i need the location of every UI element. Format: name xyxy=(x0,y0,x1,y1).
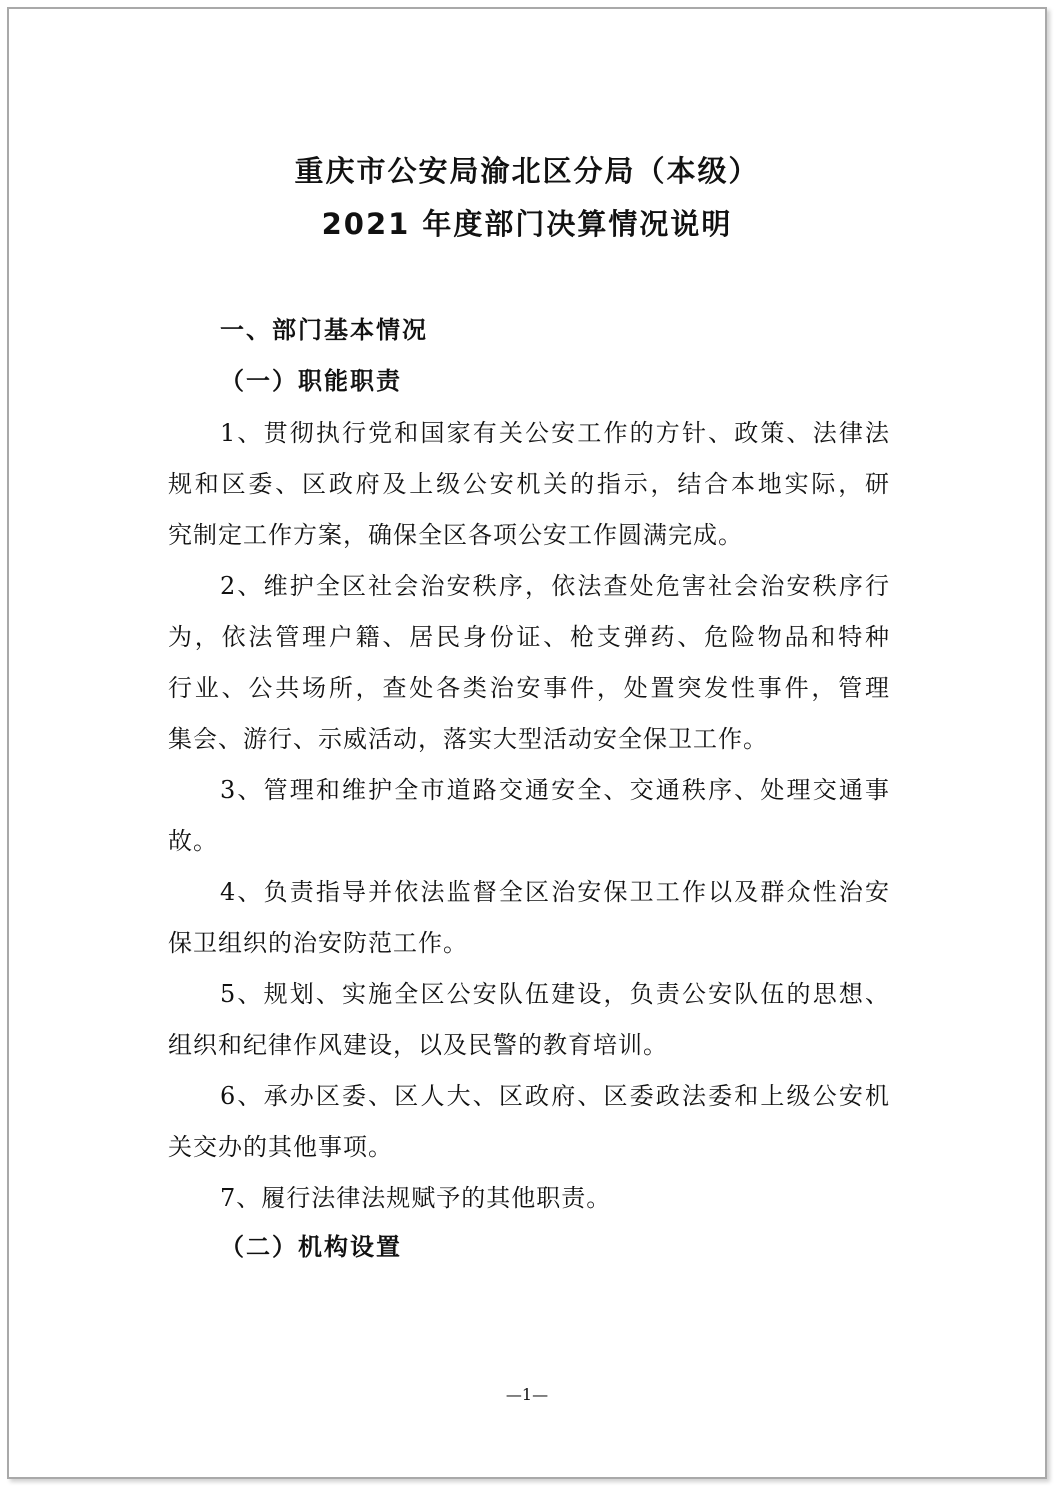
paragraph-line: 故。 xyxy=(168,827,218,855)
document-title-line-2: 2021 年度部门决算情况说明 xyxy=(321,207,733,241)
paragraph-line: 究制定工作方案，确保全区各项公安工作圆满完成。 xyxy=(168,521,743,549)
paragraph-line: 关交办的其他事项。 xyxy=(168,1133,393,1161)
subsection-heading-functions: （一）职能职责 xyxy=(220,367,402,395)
paragraph-line: 行业、公共场所，查处各类治安事件，处置突发性事件，管理 xyxy=(168,674,890,702)
paragraph-line: 集会、游行、示威活动，落实大型活动安全保卫工作。 xyxy=(168,725,768,753)
paragraph-line: 7、履行法律法规赋予的其他职责。 xyxy=(220,1184,612,1212)
document-page xyxy=(7,7,1047,1479)
paragraph-line: 1、贯彻执行党和国家有关公安工作的方针、政策、法律法 xyxy=(220,419,890,447)
paragraph-line: 3、管理和维护全市道路交通安全、交通秩序、处理交通事 xyxy=(220,776,890,804)
paragraph-line: 4、负责指导并依法监督全区治安保卫工作以及群众性治安 xyxy=(220,878,890,906)
paragraph-line: 保卫组织的治安防范工作。 xyxy=(168,929,468,957)
page-content xyxy=(9,9,1045,1477)
page-number: —1— xyxy=(505,1385,549,1404)
paragraph-line: 组织和纪律作风建设，以及民警的教育培训。 xyxy=(168,1031,668,1059)
paragraph-line: 6、承办区委、区人大、区政府、区委政法委和上级公安机 xyxy=(220,1082,890,1110)
paragraph-line: 规和区委、区政府及上级公安机关的指示，结合本地实际，研 xyxy=(168,470,890,498)
document-title-line-1: 重庆市公安局渝北区分局（本级） xyxy=(294,154,760,188)
paragraph-line: 为，依法管理户籍、居民身份证、枪支弹药、危险物品和特种 xyxy=(168,623,890,651)
section-heading: 一、部门基本情况 xyxy=(220,316,428,344)
paragraph-line: 5、规划、实施全区公安队伍建设，负责公安队伍的思想、 xyxy=(220,980,890,1008)
paragraph-line: 2、维护全区社会治安秩序，依法查处危害社会治安秩序行 xyxy=(220,572,890,600)
subsection-heading-organization: （二）机构设置 xyxy=(220,1233,402,1261)
